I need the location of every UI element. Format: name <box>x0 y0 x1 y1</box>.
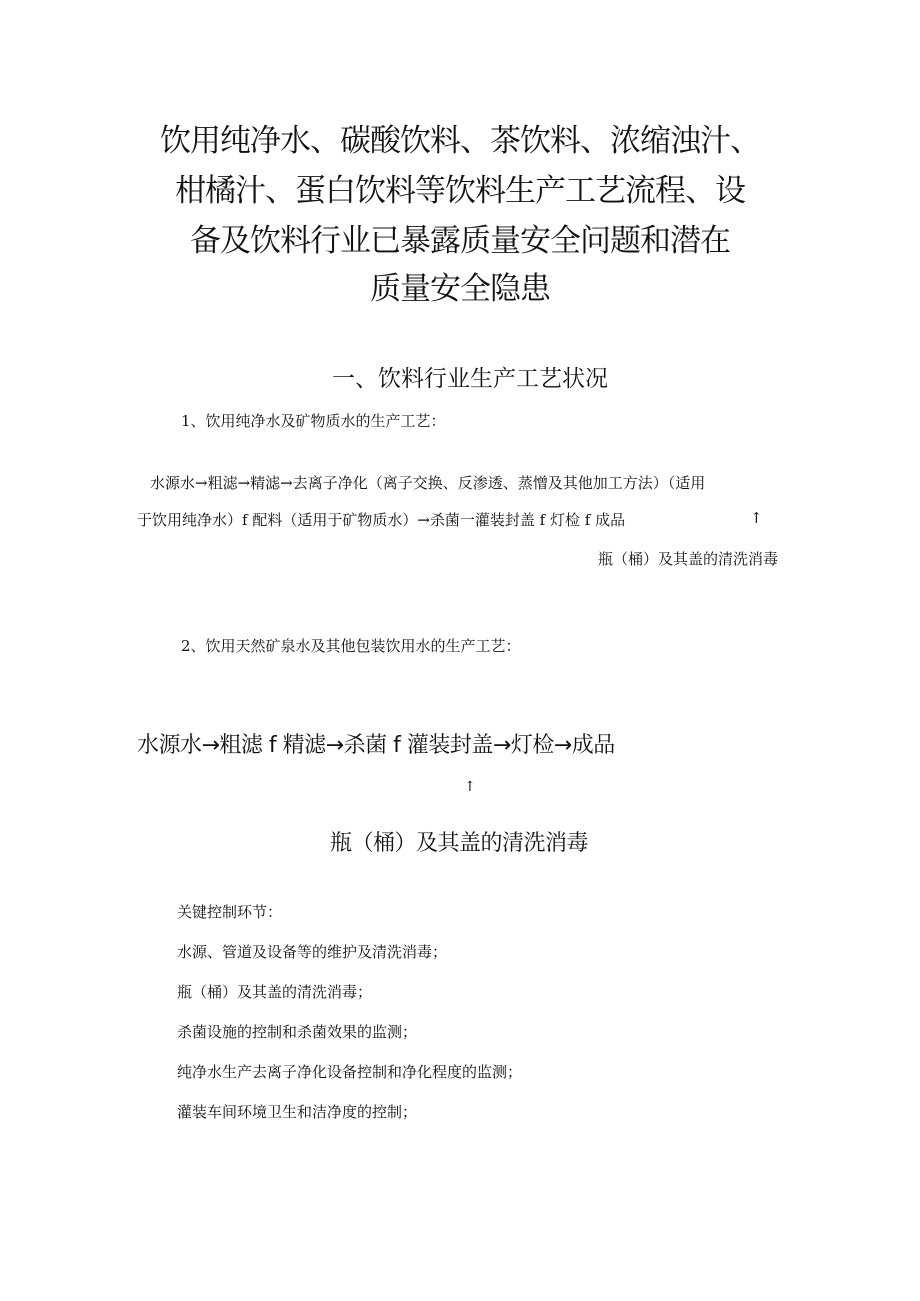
key-control-item: 瓶（桶）及其盖的清洗消毒； <box>177 983 373 1001</box>
key-control-item: 水源、管道及设备等的维护及清洗消毒； <box>177 943 448 961</box>
key-control-item: 灌装车间环境卫生和洁净度的控制； <box>177 1103 418 1121</box>
item1-flow-line-1: 水源水→粗滤→精滤→去离子净化（离子交换、反渗透、蒸憎及其他加工方法）（适用 <box>150 474 706 492</box>
item2-heading: 2、饮用天然矿泉水及其他包装饮用水的生产工艺： <box>181 637 521 655</box>
item1-flow-line-2: 于饮用纯净水）f 配料（适用于矿物质水）→杀菌一灌装封盖 f 灯检 f 成品 <box>137 511 626 529</box>
item1-heading: 1、饮用纯净水及矿物质水的生产工艺： <box>181 412 446 430</box>
key-control-item: 纯净水生产去离子净化设备控制和净化程度的监测； <box>177 1063 523 1081</box>
item2-flow-main: 水源水→粗滤 f 精滤→杀菌 f 灌装封盖→灯检→成品 <box>137 733 615 758</box>
title-line-2: 柑橘汁、蛋白饮料等饮料生产工艺流程、设 <box>175 173 745 209</box>
title-line-4: 质量安全隐患 <box>370 271 550 307</box>
title-line-1: 饮用纯净水、碳酸饮料、茶饮料、浓缩浊汁、 <box>160 123 760 159</box>
key-control-item: 杀菌设施的控制和杀菌效果的监测； <box>177 1023 418 1041</box>
title-line-3: 备及饮料行业已暴露质量安全问题和潜在 <box>190 223 730 259</box>
item2-flow-arrow: ↑ <box>464 779 476 795</box>
item2-flow-branch: 瓶（桶）及其盖的清洗消毒 <box>330 831 589 856</box>
section-heading: 一、饮料行业生产工艺状况 <box>332 366 608 392</box>
item1-flow-branch: 瓶（桶）及其盖的清洗消毒 <box>598 550 779 568</box>
key-control-label: 关键控制环节： <box>177 903 283 921</box>
item1-flow-arrow: ↑ <box>750 509 763 527</box>
